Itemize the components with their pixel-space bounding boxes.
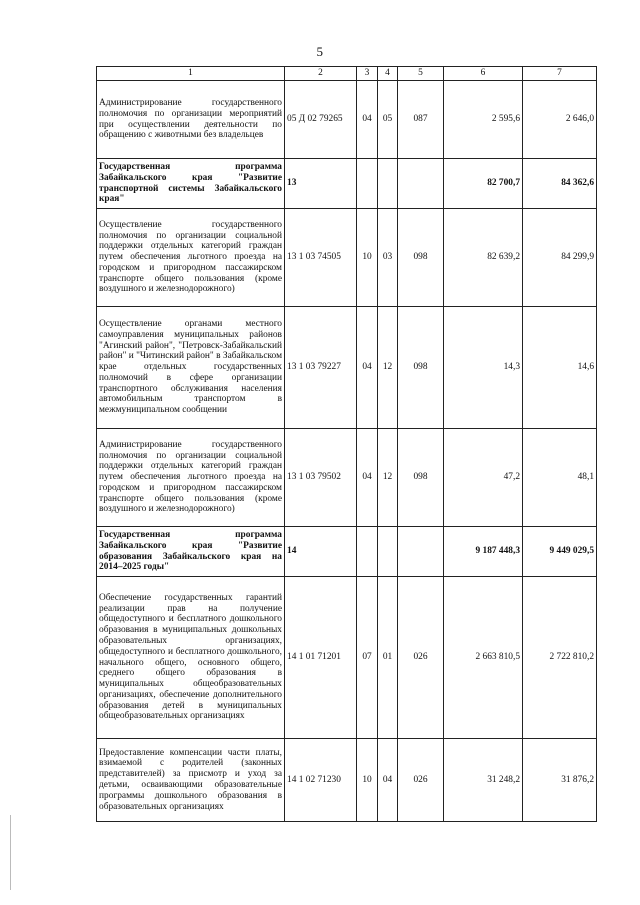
row-value-2024: 14,3 — [444, 307, 523, 429]
row-subsection: 03 — [378, 209, 398, 307]
row-name: Обеспечение государственных гарантий реализации прав на получение общедоступного и бесплатного дошкольного образования в муниципальных дошкольных образовательных организациях, общедоступного и бесплатного дошкольного, начального общего, основного общего, среднего общего образования в муниципальных общеобразовательных организациях, обеспечение дополнительного образования детей в муниципальных общеобразовательных организациях — [97, 577, 285, 739]
row-value-2024: 9 187 448,3 — [444, 527, 523, 577]
row-section: 07 — [357, 577, 378, 739]
row-expense-type: 098 — [398, 209, 444, 307]
row-section: 04 — [357, 429, 378, 527]
header-cell: 3 — [357, 67, 378, 81]
row-name: Администрирование государственного полномочия по организации социальной поддержки отдельных категорий граждан путем обеспечения льготного проезда на городском и пригородном пассажирском транспорте общего пользования (кроме воздушного и железнодорожного) — [97, 429, 285, 527]
header-cell: 6 — [444, 67, 523, 81]
row-subsection: 01 — [378, 577, 398, 739]
budget-table — [96, 66, 597, 822]
table-row — [97, 81, 597, 159]
row-code: 14 1 02 71230 — [285, 739, 357, 822]
row-expense-type: 098 — [398, 429, 444, 527]
row-value-2025: 48,1 — [523, 429, 597, 527]
row-expense-type: 026 — [398, 577, 444, 739]
row-section — [357, 527, 378, 577]
row-name: Осуществление органами местного самоуправления муниципальных районов "Агинский район", "Петровск-Забайкальский район" и "Читинский район" в Забайкальском крае отдельных государственных полномочий в сфере организации транспортного обслуживания населения автомобильным транспортом в межмуниципальном сообщении — [97, 307, 285, 429]
row-subsection: 12 — [378, 307, 398, 429]
row-name: Государственная программа Забайкальского края "Развитие образования Забайкальского края на 2014–2025 годы" — [97, 527, 285, 577]
header-cell: 7 — [523, 67, 597, 81]
table-row — [97, 527, 597, 577]
row-expense-type — [398, 527, 444, 577]
table-row — [97, 429, 597, 527]
row-code: 13 — [285, 159, 357, 209]
header-cell: 5 — [398, 67, 444, 81]
row-subsection — [378, 159, 398, 209]
row-value-2024: 82 639,2 — [444, 209, 523, 307]
row-code: 13 1 03 79502 — [285, 429, 357, 527]
row-code: 14 — [285, 527, 357, 577]
table-row — [97, 307, 597, 429]
row-value-2024: 31 248,2 — [444, 739, 523, 822]
row-name: Предоставление компенсации части платы, взимаемой с родителей (законных представителей) за присмотр и уход за детьми, осваивающими образовательные программы дошкольного образования в образовательных организациях — [97, 739, 285, 822]
row-subsection: 05 — [378, 81, 398, 159]
row-subsection: 12 — [378, 429, 398, 527]
row-section: 10 — [357, 739, 378, 822]
row-expense-type: 026 — [398, 739, 444, 822]
row-code: 13 1 03 74505 — [285, 209, 357, 307]
row-name: Администрирование государственного полномочия по организации мероприятий при осуществлении деятельности по обращению с животными без владельцев — [97, 81, 285, 159]
row-value-2025: 2 646,0 — [523, 81, 597, 159]
row-value-2024: 82 700,7 — [444, 159, 523, 209]
row-subsection: 04 — [378, 739, 398, 822]
header-cell: 2 — [285, 67, 357, 81]
page-number: 5 — [316, 44, 324, 59]
header-row — [97, 67, 597, 81]
row-section: 04 — [357, 81, 378, 159]
row-section — [357, 159, 378, 209]
row-subsection — [378, 527, 398, 577]
table-row — [97, 209, 597, 307]
row-expense-type: 098 — [398, 307, 444, 429]
row-name: Осуществление государственного полномочия по организации социальной поддержки отдельных категорий граждан путем обеспечения льготного проезда на городском и пригородном пассажирском транспорте общего пользования (кроме воздушного и железнодорожного) — [97, 209, 285, 307]
row-section: 04 — [357, 307, 378, 429]
row-name: Государственная программа Забайкальского края "Развитие транспортной системы Забайкальского края" — [97, 159, 285, 209]
scan-margin-line — [10, 815, 11, 890]
table-row — [97, 159, 597, 209]
row-expense-type: 087 — [398, 81, 444, 159]
row-value-2025: 9 449 029,5 — [523, 527, 597, 577]
row-code: 14 1 01 71201 — [285, 577, 357, 739]
row-value-2025: 14,6 — [523, 307, 597, 429]
row-value-2025: 31 876,2 — [523, 739, 597, 822]
row-value-2024: 2 663 810,5 — [444, 577, 523, 739]
row-value-2025: 84 299,9 — [523, 209, 597, 307]
row-section: 10 — [357, 209, 378, 307]
row-value-2024: 2 595,6 — [444, 81, 523, 159]
table-row — [97, 739, 597, 822]
row-code: 13 1 03 79227 — [285, 307, 357, 429]
row-value-2025: 2 722 810,2 — [523, 577, 597, 739]
row-expense-type — [398, 159, 444, 209]
row-value-2024: 47,2 — [444, 429, 523, 527]
header-cell: 1 — [97, 67, 285, 81]
row-value-2025: 84 362,6 — [523, 159, 597, 209]
table-row — [97, 577, 597, 739]
header-cell: 4 — [378, 67, 398, 81]
row-code: 05 Д 02 79265 — [285, 81, 357, 159]
